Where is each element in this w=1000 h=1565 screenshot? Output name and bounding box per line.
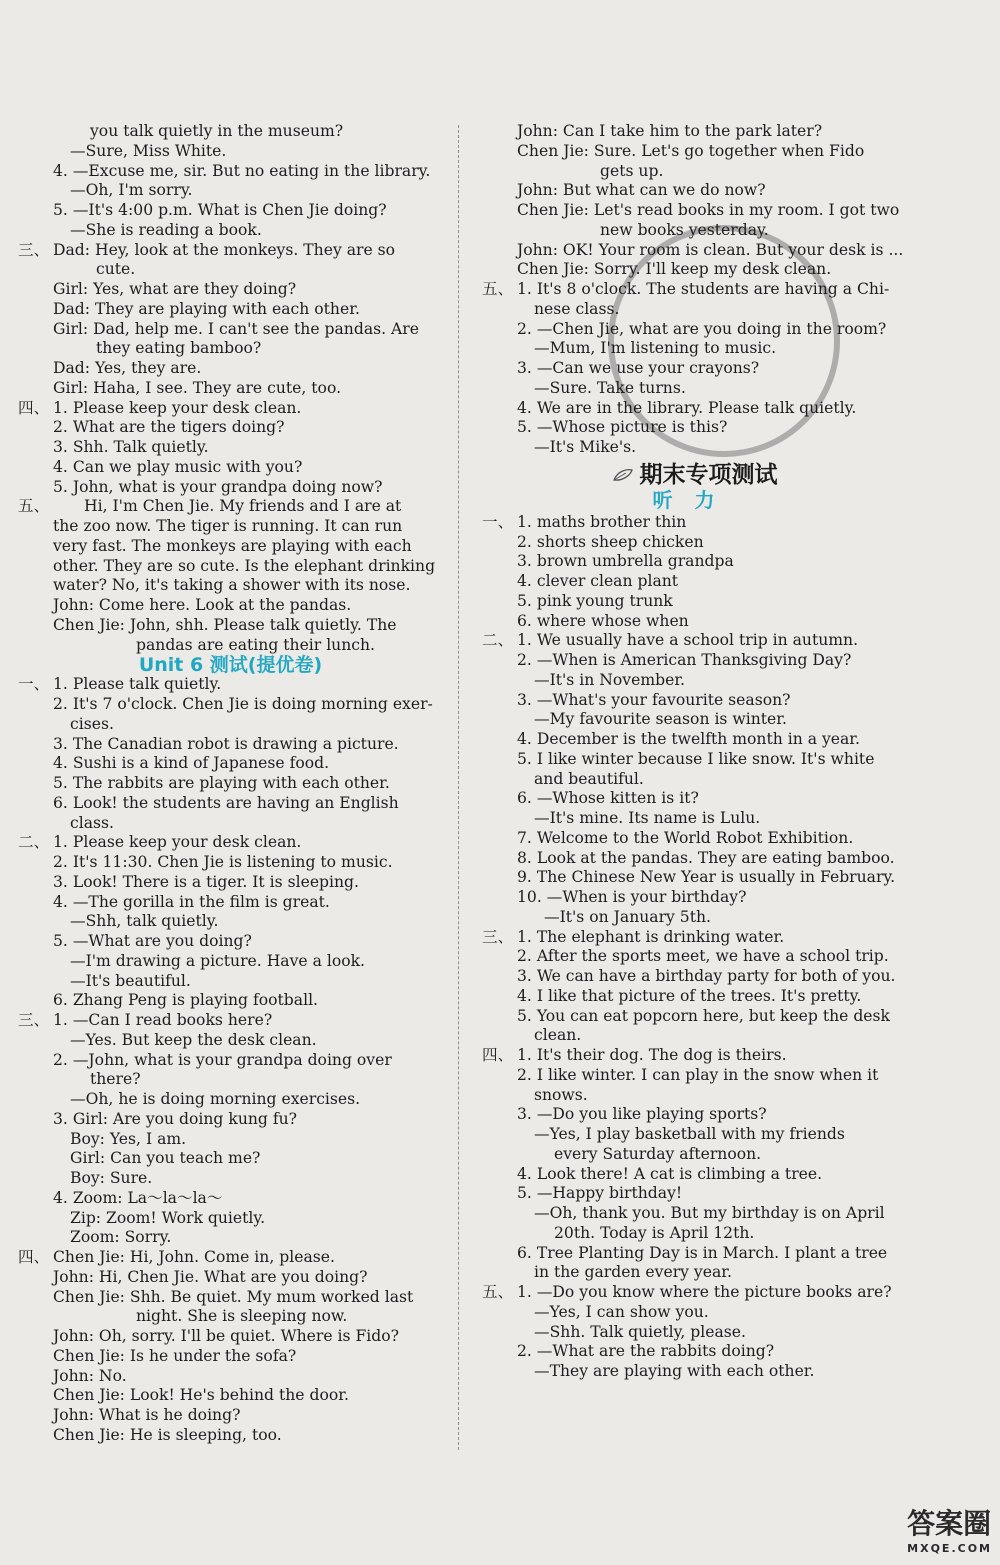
section-number: 三、 [18, 240, 50, 259]
text-line [18, 912, 443, 932]
text-line [18, 952, 443, 972]
section-number: 一、 [18, 675, 50, 694]
line-text: —It's on January 5th. [544, 907, 711, 926]
text-line [18, 794, 443, 814]
text-line [482, 710, 907, 730]
line-text: Chen Jie: Is he under the sofa? [53, 1346, 297, 1365]
line-text: 5. —Whose picture is this? [517, 418, 728, 437]
line-text: 6. where whose when [517, 611, 689, 630]
right-column [482, 122, 907, 1382]
line-text: 1. Please keep your desk clean. [53, 398, 302, 417]
line-text: 2. It's 11:30. Chen Jie is listening to music. [53, 853, 393, 871]
text-line [482, 1362, 907, 1382]
line-text: 2. I like winter. I can play in the snow when it [517, 1065, 879, 1084]
line-text: John: Hi, Chen Jie. What are you doing? [53, 1267, 368, 1286]
text-line [18, 478, 443, 498]
line-text: they eating bamboo? [96, 339, 262, 358]
line-text: Dad: Hey, look at the monkeys. They are so [53, 240, 396, 259]
line-text: 2. —When is American Thanksgiving Day? [517, 651, 852, 669]
text-line [482, 201, 907, 221]
text-line [482, 809, 907, 829]
text-line [482, 1204, 907, 1224]
left-column [18, 122, 443, 1446]
line-text: 5. —What are you doing? [53, 932, 252, 950]
line-text: and beautiful. [534, 769, 644, 788]
line-text: 5. You can eat popcorn here, but keep the desk [517, 1006, 890, 1025]
text-line [482, 829, 907, 849]
watermark [907, 1502, 992, 1555]
line-text: 6. —Whose kitten is it? [517, 789, 699, 808]
text-line [482, 320, 907, 340]
text-line [18, 537, 443, 557]
text-line [18, 1209, 443, 1229]
line-text: Chen Jie: John, shh. Please talk quietly. The [53, 615, 397, 634]
line-text: 6. Tree Planting Day is in March. I plant a tree [517, 1243, 888, 1262]
section-number: 二、 [482, 631, 514, 650]
line-text: 3. Girl: Are you doing kung fu? [53, 1109, 298, 1128]
text-line [482, 868, 907, 888]
text-line [18, 675, 443, 695]
text-line [482, 789, 907, 809]
line-text: Girl: Can you teach me? [70, 1149, 261, 1168]
line-text: cises. [70, 714, 114, 733]
line-text: 2. —John, what is your grandpa doing over [53, 1050, 392, 1069]
text-line [18, 873, 443, 893]
text-line [18, 735, 443, 755]
text-line [482, 1263, 907, 1283]
text-line [18, 1090, 443, 1110]
line-text: —Shh, talk quietly. [70, 912, 219, 931]
text-line [18, 359, 443, 379]
line-text: John: But what can we do now? [517, 181, 766, 200]
section-number: 一、 [482, 512, 514, 531]
text-line [18, 893, 443, 913]
text-line [18, 1406, 443, 1426]
line-text: Girl: Haha, I see. They are cute, too. [53, 378, 342, 397]
line-text: the zoo now. The tiger is running. It can run [53, 517, 403, 535]
section-number: 三、 [18, 1011, 50, 1029]
text-line [482, 1105, 907, 1125]
line-text: new books yesterday. [600, 220, 769, 239]
line-text: 1. It's their dog. The dog is theirs. [517, 1046, 787, 1064]
line-text: —Sure. Take turns. [534, 378, 686, 397]
section-heading [18, 655, 443, 675]
line-text: gets up. [600, 161, 664, 180]
text-line [18, 181, 443, 201]
line-text: 4. Can we play music with you? [53, 457, 303, 476]
line-text: Chen Jie: Let's read books in my room. I got two [517, 201, 900, 219]
text-line [482, 162, 907, 182]
line-text: —Sure, Miss White. [70, 141, 227, 160]
line-text: Chen Jie: Look! He's behind the door. [53, 1386, 349, 1405]
text-line [482, 671, 907, 691]
line-text: 3. —Can we use your crayons? [517, 359, 760, 377]
text-line [482, 730, 907, 750]
line-text: 4. We are in the library. Please talk quietly. [517, 398, 857, 417]
line-text: 2. It's 7 o'clock. Chen Jie is doing morning exer- [53, 695, 433, 713]
line-text: 2. What are the tigers doing? [53, 418, 285, 437]
text-line [18, 1011, 443, 1031]
text-line [18, 596, 443, 616]
text-line [482, 1145, 907, 1165]
text-line [482, 947, 907, 967]
line-text: —Shh. Talk quietly, please. [534, 1322, 746, 1341]
text-line [482, 612, 907, 632]
line-text: 4. Look there! A cat is climbing a tree. [517, 1164, 823, 1183]
text-line [482, 1342, 907, 1362]
line-text: 9. The Chinese New Year is usually in February. [517, 868, 896, 887]
line-text: 5. I like winter because I like snow. It's white [517, 749, 875, 768]
text-line [18, 1327, 443, 1347]
line-text: clean. [534, 1026, 582, 1045]
text-line [482, 1086, 907, 1106]
line-text: very fast. The monkeys are playing with each [53, 536, 412, 555]
text-line [18, 1307, 443, 1327]
line-text: pandas are eating their lunch. [136, 635, 376, 654]
text-line [18, 754, 443, 774]
text-line [482, 280, 907, 300]
line-text: Chen Jie: Shh. Be quiet. My mum worked last [53, 1287, 414, 1306]
line-text: 7. Welcome to the World Robot Exhibition. [517, 828, 854, 847]
line-text: Zip: Zoom! Work quietly. [70, 1208, 266, 1227]
text-line [18, 201, 443, 221]
text-line [482, 592, 907, 612]
line-text: 3. —Do you like playing sports? [517, 1105, 767, 1124]
text-line [482, 1046, 907, 1066]
line-text: 4. —The gorilla in the film is great. [53, 892, 330, 911]
text-line [18, 517, 443, 537]
line-text: —She is reading a book. [70, 220, 262, 239]
line-text: John: OK! Your room is clean. But your desk is ... [517, 240, 904, 259]
text-line [482, 300, 907, 320]
line-text: 1. It's 8 o'clock. The students are having a Chi- [517, 280, 890, 298]
text-line [482, 122, 907, 142]
text-line [18, 221, 443, 241]
text-line [482, 750, 907, 770]
section-heading [482, 489, 907, 511]
line-text: water? No, it's taking a shower with its nose. [53, 576, 411, 595]
line-text: John: What is he doing? [53, 1406, 241, 1424]
watermark-sub: MXQE.COM [907, 1542, 992, 1555]
line-text: Chen Jie: Hi, John. Come in, please. [53, 1248, 335, 1266]
text-line [18, 339, 443, 359]
text-line [482, 513, 907, 533]
line-text: 4. I like that picture of the trees. It's pretty. [517, 986, 862, 1005]
section-heading-text: Unit 6 测试(提优卷) [138, 654, 323, 677]
text-line [18, 695, 443, 715]
line-text: —It's beautiful. [70, 971, 191, 990]
text-line [482, 1165, 907, 1185]
text-line [482, 1007, 907, 1027]
line-text: 2. After the sports meet, we have a school trip. [517, 947, 889, 966]
line-text: Dad: Yes, they are. [53, 359, 202, 377]
text-line [482, 1026, 907, 1046]
line-text: 3. We can have a birthday party for both of you. [517, 967, 896, 985]
text-line [482, 1283, 907, 1303]
text-line [18, 1347, 443, 1367]
text-line [18, 1051, 443, 1071]
line-text: Boy: Sure. [70, 1169, 153, 1187]
text-line [18, 576, 443, 596]
text-line [18, 280, 443, 300]
text-line [482, 1125, 907, 1145]
text-line [482, 888, 907, 908]
line-text: 1. —Can I read books here? [53, 1011, 273, 1029]
text-line [482, 987, 907, 1007]
text-line [18, 241, 443, 261]
text-line [18, 1367, 443, 1387]
text-line [18, 1426, 443, 1446]
line-text: 10. —When is your birthday? [517, 888, 747, 906]
text-line [482, 1244, 907, 1264]
text-line [18, 497, 443, 517]
section-heading-text: 听力 [652, 487, 737, 512]
text-line [18, 1248, 443, 1268]
line-text: 2. —Chen Jie, what are you doing in the room? [517, 319, 887, 338]
line-text: —It's in November. [534, 670, 686, 689]
text-line [18, 162, 443, 182]
line-text: —My favourite season is winter. [534, 710, 787, 729]
line-text: 1. —Do you know where the picture books are? [517, 1283, 892, 1301]
text-line [18, 122, 443, 142]
text-line [18, 853, 443, 873]
line-text: —Mum, I'm listening to music. [534, 339, 777, 358]
section-heading [482, 462, 907, 489]
text-line [18, 1288, 443, 1308]
text-line [18, 991, 443, 1011]
text-line [482, 260, 907, 280]
text-line [482, 241, 907, 261]
line-text: 3. —What's your favourite season? [517, 690, 791, 709]
text-line [482, 1224, 907, 1244]
text-line [18, 418, 443, 438]
text-line [482, 221, 907, 241]
line-text: Girl: Dad, help me. I can't see the pandas. Are [53, 319, 419, 338]
text-line [18, 814, 443, 834]
line-text: Hi, I'm Chen Jie. My friends and I are at [84, 497, 402, 516]
text-line [482, 533, 907, 553]
line-text: —It's mine. Its name is Lulu. [534, 809, 761, 827]
line-text: night. She is sleeping now. [136, 1307, 348, 1326]
line-text: 5. The rabbits are playing with each other. [53, 774, 390, 792]
line-text: 3. brown umbrella grandpa [517, 552, 734, 571]
text-line [18, 438, 443, 458]
text-line [18, 774, 443, 794]
line-text: —I'm drawing a picture. Have a look. [70, 951, 366, 970]
text-line [482, 142, 907, 162]
line-text: John: Come here. Look at the pandas. [53, 596, 352, 614]
text-line [18, 557, 443, 577]
text-line [482, 967, 907, 987]
text-line [482, 399, 907, 419]
text-line [18, 399, 443, 419]
text-line [482, 651, 907, 671]
text-line [482, 631, 907, 651]
line-text: 4. Sushi is a kind of Japanese food. [53, 754, 330, 773]
line-text: 4. December is the twelfth month in a year. [517, 730, 861, 748]
text-line [18, 833, 443, 853]
line-text: 1. We usually have a school trip in autumn. [517, 631, 859, 650]
line-text: 5. —It's 4:00 p.m. What is Chen Jie doing? [53, 201, 387, 219]
watermark-text: 答案圈 [907, 1507, 992, 1540]
line-text: 5. pink young trunk [517, 591, 673, 610]
line-text: Dad: They are playing with each other. [53, 299, 360, 318]
section-number: 五、 [482, 280, 514, 298]
text-line [482, 908, 907, 928]
line-text: 5. —Happy birthday! [517, 1184, 683, 1203]
text-line [18, 260, 443, 280]
text-line [482, 1323, 907, 1343]
text-line [18, 715, 443, 735]
text-line [18, 142, 443, 162]
line-text: —Yes, I play basketball with my friends [534, 1125, 845, 1143]
line-text: 3. Look! There is a tiger. It is sleeping. [53, 872, 359, 891]
text-line [18, 1268, 443, 1288]
text-line [482, 691, 907, 711]
line-text: Chen Jie: Sure. Let's go together when Fido [517, 141, 865, 160]
line-text: cute. [96, 260, 136, 279]
line-text: 4. —Excuse me, sir. But no eating in the library. [53, 161, 431, 180]
line-text: —Yes. But keep the desk clean. [70, 1030, 317, 1049]
line-text: Boy: Yes, I am. [70, 1129, 187, 1148]
section-number: 二、 [18, 833, 50, 852]
line-text: 6. Zhang Peng is playing football. [53, 991, 319, 1010]
text-line [18, 636, 443, 656]
text-line [18, 300, 443, 320]
section-number: 五、 [482, 1283, 514, 1301]
line-text: 2. shorts sheep chicken [517, 532, 704, 551]
line-text: you talk quietly in the museum? [90, 122, 344, 140]
line-text: in the garden every year. [534, 1263, 732, 1282]
section-number: 四、 [18, 1248, 50, 1266]
text-line [18, 616, 443, 636]
line-text: —It's Mike's. [534, 438, 637, 456]
line-text: every Saturday afternoon. [554, 1144, 762, 1163]
column-divider [458, 125, 459, 1450]
section-number: 三、 [482, 927, 514, 946]
leaf-icon [612, 468, 634, 482]
line-text: 6. Look! the students are having an English [53, 793, 399, 812]
text-line [482, 359, 907, 379]
text-line [482, 552, 907, 572]
text-line [18, 1189, 443, 1209]
line-text: other. They are so cute. Is the elephant drinking [53, 556, 436, 575]
line-text: Zoom: Sorry. [70, 1228, 172, 1247]
section-number: 五、 [18, 497, 50, 516]
text-line [482, 379, 907, 399]
text-line [18, 1386, 443, 1406]
text-line [482, 849, 907, 869]
text-line [18, 458, 443, 478]
line-text: snows. [534, 1085, 588, 1104]
line-text: John: Oh, sorry. I'll be quiet. Where is Fido? [53, 1327, 400, 1345]
text-line [482, 418, 907, 438]
line-text: nese class. [534, 299, 620, 318]
text-line [482, 770, 907, 790]
text-line [482, 1184, 907, 1204]
text-line [482, 181, 907, 201]
text-line [18, 1149, 443, 1169]
line-text: —Yes, I can show you. [534, 1302, 709, 1321]
text-line [18, 1169, 443, 1189]
text-line [482, 1303, 907, 1323]
line-text: —They are playing with each other. [534, 1362, 815, 1380]
line-text: —Oh, thank you. But my birthday is on April [534, 1204, 885, 1222]
line-text: 1. Please keep your desk clean. [53, 833, 302, 852]
line-text: 8. Look at the pandas. They are eating bamboo. [517, 848, 895, 867]
line-text: John: No. [53, 1366, 127, 1385]
section-heading-text: 期末专项测试 [639, 461, 778, 488]
text-line [18, 972, 443, 992]
line-text: Chen Jie: Sorry. I'll keep my desk clean. [517, 260, 832, 279]
text-line [18, 320, 443, 340]
text-line [18, 1228, 443, 1248]
text-line [482, 572, 907, 592]
line-text: 5. John, what is your grandpa doing now? [53, 477, 383, 496]
line-text: Girl: Yes, what are they doing? [53, 280, 297, 298]
line-text: there? [90, 1070, 141, 1089]
line-text: 1. The elephant is drinking water. [517, 927, 785, 946]
section-number: 四、 [18, 398, 50, 417]
line-text: —Oh, I'm sorry. [70, 181, 193, 200]
text-line [18, 1031, 443, 1051]
text-line [18, 1070, 443, 1090]
line-text: —Oh, he is doing morning exercises. [70, 1090, 361, 1108]
line-text: Chen Jie: He is sleeping, too. [53, 1425, 282, 1444]
text-line [482, 339, 907, 359]
text-line [482, 438, 907, 458]
line-text: 3. Shh. Talk quietly. [53, 438, 209, 456]
line-text: 1. Please talk quietly. [53, 675, 222, 694]
line-text: 4. Zoom: La～la～la～ [53, 1188, 223, 1207]
line-text: 20th. Today is April 12th. [554, 1223, 755, 1242]
line-text: 2. —What are the rabbits doing? [517, 1342, 775, 1361]
line-text: John: Can I take him to the park later? [517, 122, 823, 140]
line-text: 3. The Canadian robot is drawing a picture. [53, 734, 399, 753]
line-text: class. [70, 813, 114, 832]
text-line [18, 1130, 443, 1150]
text-line [18, 1110, 443, 1130]
text-line [482, 1066, 907, 1086]
line-text: 1. maths brother thin [517, 512, 687, 531]
section-number: 四、 [482, 1046, 514, 1064]
text-line [482, 928, 907, 948]
line-text: 4. clever clean plant [517, 572, 679, 590]
text-line [18, 379, 443, 399]
text-line [18, 932, 443, 952]
